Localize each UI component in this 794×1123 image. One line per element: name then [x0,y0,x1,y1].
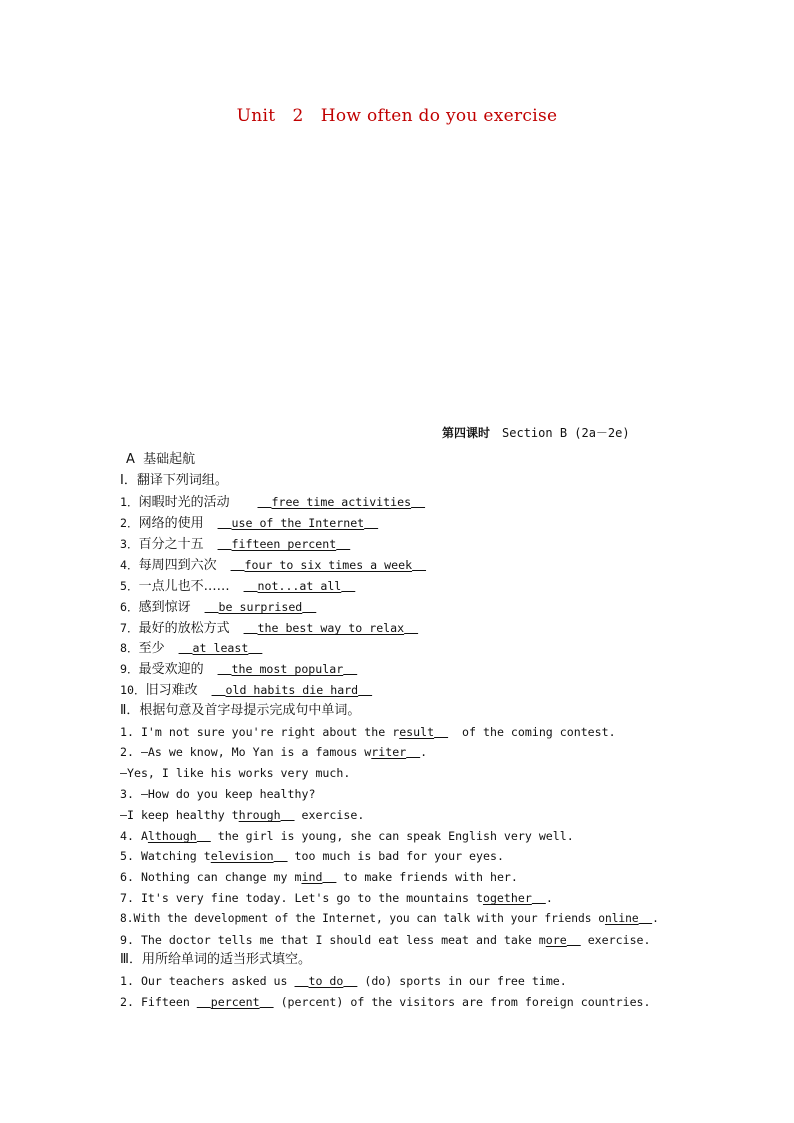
answer: to do [308,974,344,988]
answer: four to six times a week [244,558,413,572]
list-item: 6. Nothing can change my mind to make friends with her. [120,870,518,884]
list-item: 1. Our teachers asked us to do (do) sports in our free time. [120,974,567,988]
answer: ind [301,870,323,884]
lesson-label: 第四课时 [442,426,491,440]
list-item: —I keep healthy through exercise. [120,808,365,822]
section2-heading: Ⅱ．根据句意及首字母提示完成句中单词。 [120,703,361,718]
list-item: 6．感到惊讶 be surprised [120,600,303,615]
list-item: 7．最好的放松方式 the best way to relax [120,621,405,636]
title-text: How often do you exercise [320,106,558,126]
list-item: 2．网络的使用 use of the Internet [120,516,365,531]
list-item: 5．一点儿也不…… not...at all [120,579,342,594]
answer: ogether [482,891,532,905]
list-item: 1. I'm not sure you're right about the result of the coming contest. [120,725,616,739]
list-item: 4．每周四到六次 four to six times a week [120,558,413,573]
list-item: 4. Although the girl is young, she can speak English very well. [120,829,574,843]
title-unit: Unit [236,106,276,126]
answer: at least [192,641,249,655]
list-item: 5. Watching television too much is bad for your eyes. [120,849,504,863]
answer: be surprised [218,600,303,614]
section1-heading: Ⅰ．翻译下列词组。 [120,473,228,488]
list-item: 8.With the development of the Internet, you can talk with your friends online . [120,912,659,925]
list-item: 1．闲暇时光的活动 free time activities [120,495,412,510]
answer: fifteen percent [231,537,337,551]
lesson-header [442,424,630,441]
list-item: 8．至少 at least [120,641,249,656]
list-item: —Yes, I like his works very much. [120,766,351,780]
answer: hrough [238,808,281,822]
answer: percent [210,995,260,1009]
answer: riter [371,745,407,759]
list-item: 10．旧习难改 old habits die hard [120,683,359,698]
list-item: 2. —As we know, Mo Yan is a famous writer . [120,745,428,759]
list-item: 9. The doctor tells me that I should eat less meat and take more exercise. [120,933,651,947]
document-title [0,106,794,126]
answer: the most popular [231,662,344,676]
answer: lthough [147,829,197,843]
answer: use of the Internet [231,516,365,530]
answer: not...at all [257,579,342,593]
list-item: 9．最受欢迎的 the most popular [120,662,344,677]
answer: old habits die hard [225,683,359,697]
section3-heading: Ⅲ．用所给单词的适当形式填空。 [120,952,311,967]
lesson-section: Section B (2a－2e) [502,426,630,440]
answer: the best way to relax [257,621,405,635]
title-number: 2 [292,106,304,126]
list-item: 7. It's very fine today. Let's go to the mountains together . [120,891,553,905]
part-a-heading: A 基础起航 [126,452,196,467]
answer: ore [545,933,567,947]
answer: esult [399,725,435,739]
answer: elevision [210,849,274,863]
answer: nline [604,912,639,925]
list-item: 2. Fifteen percent (percent) of the visitors are from foreign countries. [120,995,651,1009]
list-item: 3．百分之十五 fifteen percent [120,537,337,552]
list-item: 3. —How do you keep healthy? [120,787,316,801]
answer: free time activities [271,495,412,509]
